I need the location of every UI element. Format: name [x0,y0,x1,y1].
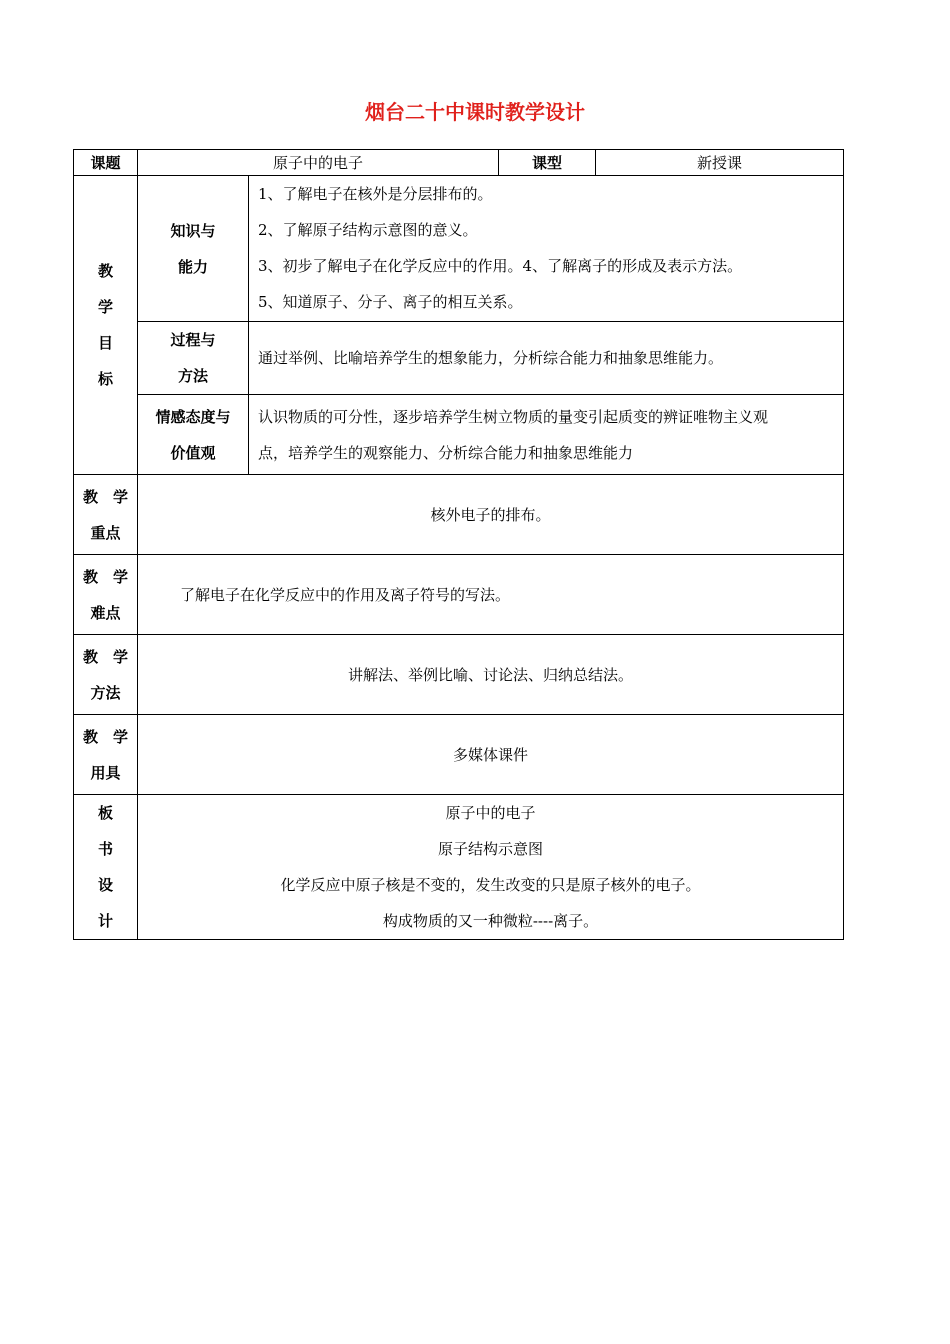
board-line: 构成物质的又一种微粒----离子。 [382,912,599,930]
emotion-label-line: 价值观 [170,443,216,462]
tools-label [74,715,138,795]
board-row [74,795,844,940]
type-label: 课型 [499,150,596,176]
topic-value: 原子中的电子 [138,150,499,176]
knowledge-label-line: 知识与 [170,221,216,240]
methods-label [74,635,138,715]
key-points-label [74,475,138,555]
process-label-line: 过程与 [170,331,216,349]
type-value: 新授课 [596,150,844,176]
knowledge-items [249,176,844,322]
emotion-text [249,395,844,475]
process-label-line: 方法 [177,367,208,385]
tools-label-line: 用具 [90,763,121,782]
knowledge-label [138,176,249,322]
methods-row [74,635,844,715]
board-label [74,795,138,940]
process-label [138,322,249,395]
process-text: 通过举例、比喻培养学生的想象能力，分析综合能力和抽象思维能力。 [249,322,844,395]
difficulties-text: 了解电子在化学反应中的作用及离子符号的写法。 [138,555,844,635]
board-label-char: 板 [97,804,113,822]
goals-label-char: 教 [97,262,113,280]
difficulties-row [74,555,844,635]
board-label-char: 设 [97,876,113,894]
methods-label-line: 教 学 [82,647,128,666]
goals-knowledge-row [74,176,844,322]
goals-process-row [74,322,844,395]
knowledge-label-line: 能力 [177,257,208,276]
key-points-row [74,475,844,555]
difficulties-label-line: 难点 [90,603,121,622]
board-line: 原子结构示意图 [438,840,544,858]
knowledge-item: 1、了解电子在核外是分层排布的。 [258,185,493,203]
difficulties-label-line: 教 学 [82,567,128,586]
difficulties-label [74,555,138,635]
emotion-line: 点，培养学生的观察能力、分析综合能力和抽象思维能力 [258,443,634,462]
board-line: 化学反应中原子核是不变的，发生改变的只是原子核外的电子。 [280,876,701,894]
key-points-label-line: 教 学 [82,487,128,506]
knowledge-item: 5、知道原子、分子、离子的相互关系。 [258,293,523,311]
board-label-char: 书 [97,840,113,858]
board-content [138,795,844,940]
header-row [74,150,844,176]
goals-label-char: 目 [97,334,113,352]
page-title: 烟台二十中课时教学设计 [365,100,585,124]
goals-label [74,176,138,475]
goals-emotion-row [74,395,844,475]
board-line: 原子中的电子 [445,804,536,822]
key-points-text: 核外电子的排布。 [138,475,844,555]
key-points-label-line: 重点 [90,523,121,542]
emotion-label-line: 情感态度与 [155,407,231,426]
emotion-label [138,395,249,475]
knowledge-item: 2、了解原子结构示意图的意义。 [258,221,478,239]
tools-label-line: 教 学 [82,727,128,746]
topic-label: 课题 [74,150,138,176]
goals-label-char: 学 [97,298,113,316]
lesson-plan-table [73,149,844,940]
goals-label-char: 标 [97,370,113,388]
tools-text: 多媒体课件 [138,715,844,795]
board-label-char: 计 [97,912,113,930]
methods-text: 讲解法、举例比喻、讨论法、归纳总结法。 [138,635,844,715]
methods-label-line: 方法 [90,683,121,702]
emotion-line: 认识物质的可分性，逐步培养学生树立物质的量变引起质变的辨证唯物主义观 [258,407,769,426]
tools-row [74,715,844,795]
knowledge-item: 3、初步了解电子在化学反应中的作用。4、了解离子的形成及表示方法。 [258,257,743,275]
